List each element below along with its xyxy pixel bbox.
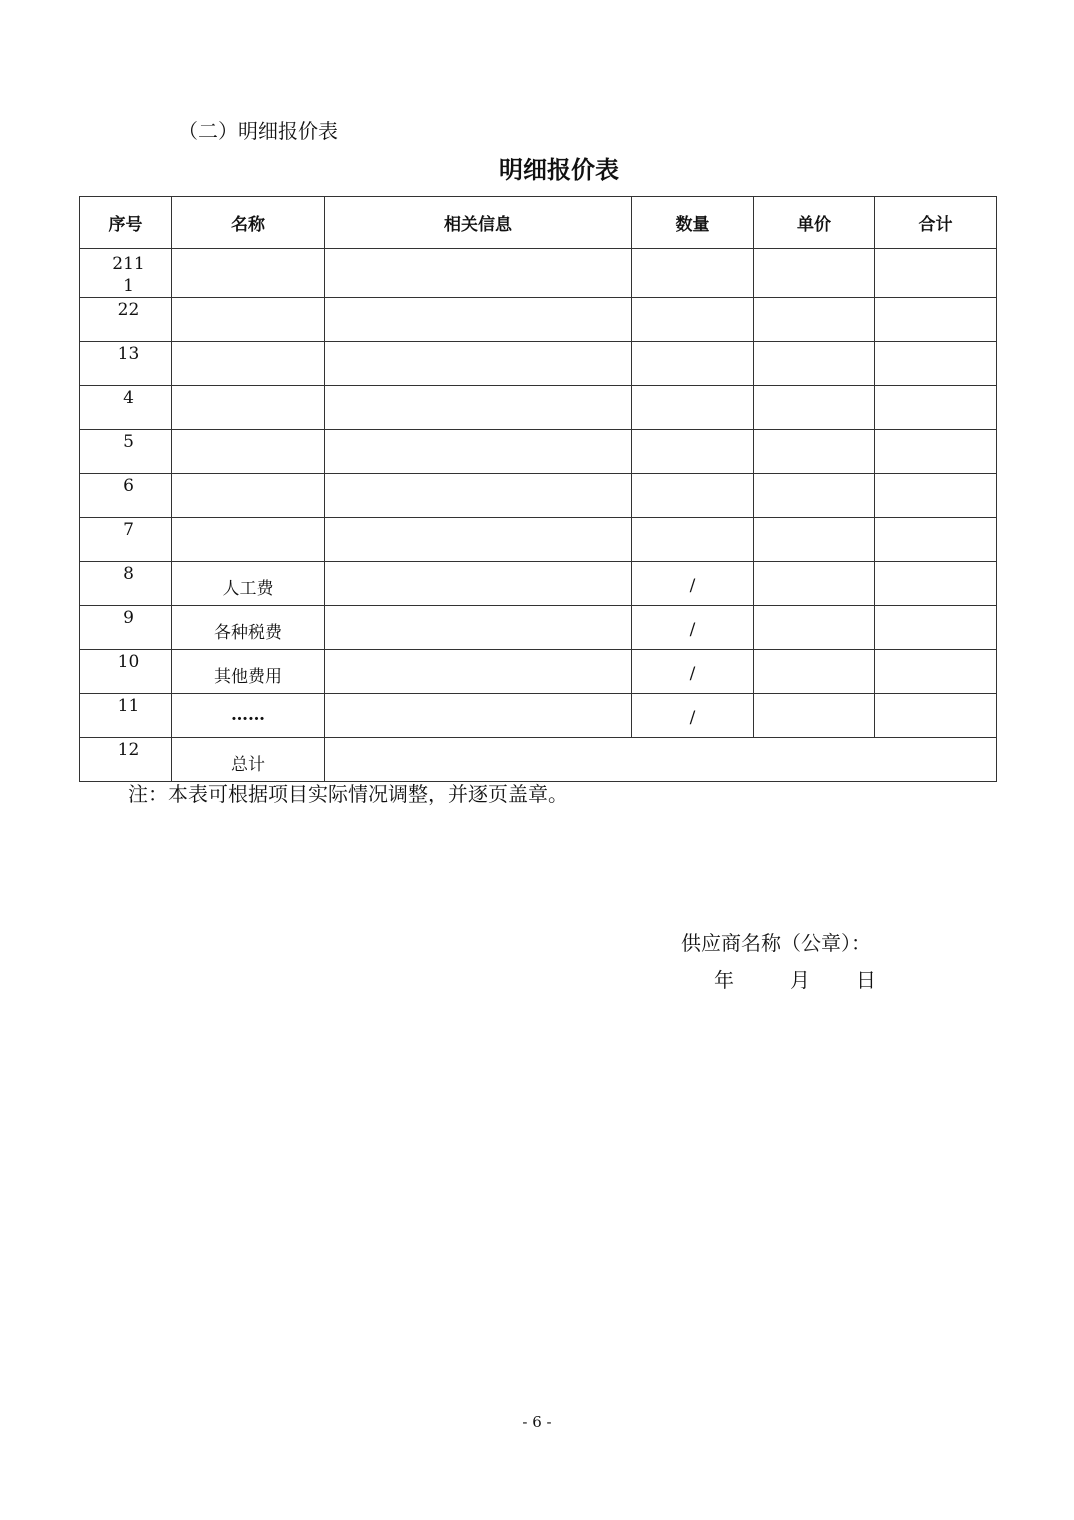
cell-related-info[interactable] bbox=[325, 606, 632, 650]
cell-name[interactable] bbox=[172, 386, 325, 430]
cell-name[interactable] bbox=[172, 249, 325, 298]
cell-quantity[interactable] bbox=[632, 430, 754, 474]
cell-unit-price[interactable] bbox=[754, 606, 875, 650]
price-detail-table bbox=[79, 196, 997, 782]
table-row bbox=[80, 518, 997, 562]
summary-total-value[interactable] bbox=[325, 738, 997, 782]
table-row bbox=[80, 474, 997, 518]
cell-serial-number: 4 bbox=[80, 386, 172, 430]
cell-serial-number: 13 bbox=[80, 342, 172, 386]
cell-quantity[interactable] bbox=[632, 474, 754, 518]
cell-name[interactable]: 人工费 bbox=[172, 562, 325, 606]
cell-unit-price[interactable] bbox=[754, 342, 875, 386]
cell-unit-price[interactable] bbox=[754, 650, 875, 694]
cell-total[interactable] bbox=[875, 694, 997, 738]
header-unit-price: 单价 bbox=[754, 197, 875, 249]
cell-related-info[interactable] bbox=[325, 298, 632, 342]
cell-unit-price[interactable] bbox=[754, 562, 875, 606]
year-label: 年 bbox=[714, 968, 734, 992]
cell-serial-number: 8 bbox=[80, 562, 172, 606]
cell-name[interactable]: …… bbox=[172, 694, 325, 738]
cell-unit-price[interactable] bbox=[754, 474, 875, 518]
table-note: 注：本表可根据项目实际情况调整，并逐页盖章。 bbox=[128, 782, 568, 806]
table-row bbox=[80, 342, 997, 386]
cell-quantity[interactable]: / bbox=[632, 694, 754, 738]
header-total: 合计 bbox=[875, 197, 997, 249]
cell-serial-number: 22 bbox=[80, 298, 172, 342]
cell-quantity[interactable] bbox=[632, 518, 754, 562]
table-row bbox=[80, 430, 997, 474]
day-label: 日 bbox=[856, 968, 876, 992]
cell-serial-number: 6 bbox=[80, 474, 172, 518]
cell-related-info[interactable] bbox=[325, 430, 632, 474]
cell-unit-price[interactable] bbox=[754, 249, 875, 298]
table-row bbox=[80, 562, 997, 606]
cell-serial-number: 5 bbox=[80, 430, 172, 474]
supplier-seal-label: 供应商名称（公章）： bbox=[681, 931, 871, 955]
cell-name[interactable]: 各种税费 bbox=[172, 606, 325, 650]
table-row bbox=[80, 694, 997, 738]
cell-quantity[interactable]: / bbox=[632, 650, 754, 694]
table-row bbox=[80, 249, 997, 298]
cell-quantity[interactable] bbox=[632, 342, 754, 386]
cell-total[interactable] bbox=[875, 518, 997, 562]
cell-related-info[interactable] bbox=[325, 694, 632, 738]
cell-related-info[interactable] bbox=[325, 386, 632, 430]
cell-serial-number: 12 bbox=[80, 738, 172, 782]
cell-total[interactable] bbox=[875, 430, 997, 474]
table-row bbox=[80, 298, 997, 342]
cell-related-info[interactable] bbox=[325, 342, 632, 386]
header-name: 名称 bbox=[172, 197, 325, 249]
cell-related-info[interactable] bbox=[325, 249, 632, 298]
cell-serial-number: 211 1 bbox=[80, 249, 172, 298]
cell-name[interactable] bbox=[172, 518, 325, 562]
cell-quantity[interactable] bbox=[632, 249, 754, 298]
cell-name[interactable] bbox=[172, 298, 325, 342]
cell-serial-number: 9 bbox=[80, 606, 172, 650]
cell-name[interactable] bbox=[172, 342, 325, 386]
table-row bbox=[80, 650, 997, 694]
cell-unit-price[interactable] bbox=[754, 694, 875, 738]
cell-related-info[interactable] bbox=[325, 650, 632, 694]
cell-quantity[interactable] bbox=[632, 386, 754, 430]
cell-total[interactable] bbox=[875, 562, 997, 606]
month-label: 月 bbox=[790, 968, 810, 992]
cell-serial-number: 11 bbox=[80, 694, 172, 738]
cell-name[interactable] bbox=[172, 430, 325, 474]
cell-related-info[interactable] bbox=[325, 474, 632, 518]
summary-row bbox=[80, 738, 997, 782]
cell-quantity[interactable]: / bbox=[632, 562, 754, 606]
cell-related-info[interactable] bbox=[325, 518, 632, 562]
cell-name[interactable] bbox=[172, 474, 325, 518]
table-row bbox=[80, 386, 997, 430]
header-quantity: 数量 bbox=[632, 197, 754, 249]
cell-unit-price[interactable] bbox=[754, 298, 875, 342]
table-title: 明细报价表 bbox=[499, 156, 619, 184]
header-related-info: 相关信息 bbox=[325, 197, 632, 249]
cell-total[interactable] bbox=[875, 606, 997, 650]
table-row bbox=[80, 606, 997, 650]
cell-related-info[interactable] bbox=[325, 562, 632, 606]
table-header-row bbox=[80, 197, 997, 249]
page-number: - 6 - bbox=[522, 1413, 552, 1431]
cell-name[interactable]: 其他费用 bbox=[172, 650, 325, 694]
cell-total[interactable] bbox=[875, 298, 997, 342]
cell-total[interactable] bbox=[875, 650, 997, 694]
cell-quantity[interactable] bbox=[632, 298, 754, 342]
cell-unit-price[interactable] bbox=[754, 518, 875, 562]
header-serial-number: 序号 bbox=[80, 197, 172, 249]
cell-unit-price[interactable] bbox=[754, 386, 875, 430]
cell-total[interactable] bbox=[875, 342, 997, 386]
cell-serial-number: 10 bbox=[80, 650, 172, 694]
section-heading: （二）明细报价表 bbox=[178, 119, 338, 143]
cell-total[interactable] bbox=[875, 474, 997, 518]
cell-quantity[interactable]: / bbox=[632, 606, 754, 650]
cell-unit-price[interactable] bbox=[754, 430, 875, 474]
cell-total[interactable] bbox=[875, 249, 997, 298]
summary-label: 总计 bbox=[172, 738, 325, 782]
cell-total[interactable] bbox=[875, 386, 997, 430]
cell-serial-number: 7 bbox=[80, 518, 172, 562]
